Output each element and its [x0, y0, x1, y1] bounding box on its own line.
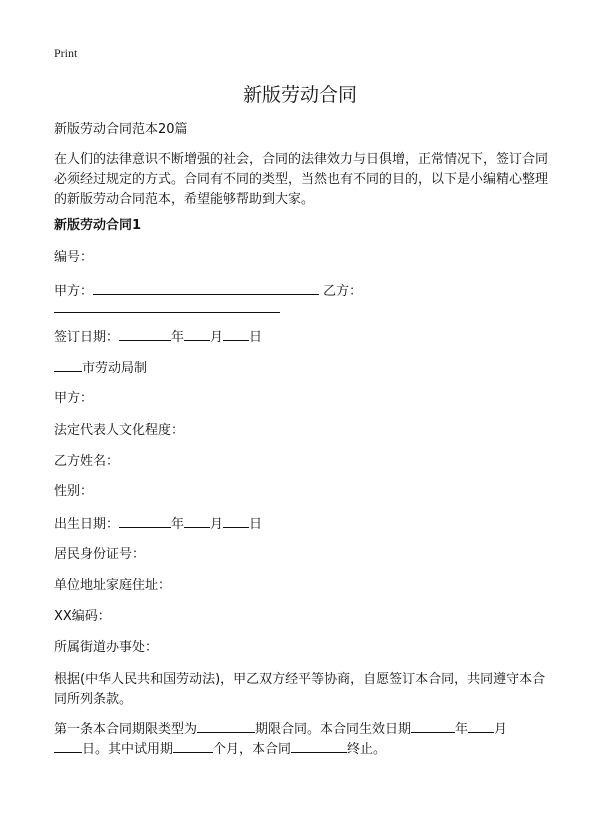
article1-line1 — [54, 718, 507, 740]
birth-year-blank — [119, 513, 171, 528]
birth-month-blank — [184, 513, 210, 528]
street-office-label: 所属街道办事处： — [54, 640, 159, 655]
document-title: 新版劳动合同 — [242, 84, 357, 106]
basis-paragraph: 根据(中华人民共和国劳动法)，甲乙双方经平等协商，自愿签订本合同，共同遵守本合同所列条款。 — [54, 672, 546, 707]
party-a-label: 甲方： — [54, 284, 94, 299]
sign-month-blank — [184, 326, 210, 341]
birth-date-label: 出生日期： — [54, 517, 120, 532]
end-date-blank — [291, 738, 347, 753]
party-b-blank — [54, 312, 280, 313]
legal-rep-label: 法定代表人文化程度： — [54, 423, 185, 438]
id-number-label: 居民身份证号： — [54, 547, 146, 562]
sign-year-blank — [119, 326, 171, 341]
party-row — [54, 280, 362, 302]
article1-line2 — [54, 738, 386, 760]
article1-part2: 期限合同。本合同生效日期 — [255, 722, 412, 737]
birth-date-row — [54, 513, 262, 535]
party-a-blank — [93, 280, 319, 295]
sign-date-label: 签订日期： — [54, 330, 120, 345]
sign-year-label: 年 — [171, 330, 185, 345]
section-heading: 新版劳动合同1 — [54, 218, 142, 233]
sign-day-label: 日 — [249, 330, 263, 345]
article1-part1: 第一条本合同期限类型为 — [54, 722, 198, 737]
birth-year-label: 年 — [171, 517, 185, 532]
party-b-label: 乙方： — [323, 284, 363, 299]
print-link[interactable]: Print — [54, 46, 78, 60]
article1-part5: 终止。 — [347, 742, 387, 757]
postcode-label: XX编码： — [54, 609, 111, 624]
intro-paragraph: 在人们的法律意识不断增强的社会，合同的法律效力与日俱增，正常情况下，签订合同必须经过规定的方式。合同有不同的类型，当然也有不同的目的，以下是小编精心整理的新版劳动合同范本，希望能够帮助到大家。 — [54, 152, 549, 207]
address-label: 单位地址家庭住址： — [54, 578, 172, 593]
term-type-blank — [197, 718, 255, 733]
effective-day-blank — [54, 738, 82, 753]
city-blank — [54, 357, 82, 372]
party-a2-label: 甲方： — [54, 391, 94, 406]
effective-year-blank — [411, 718, 455, 733]
party-b-name-label: 乙方姓名： — [54, 454, 120, 469]
document-subtitle: 新版劳动合同范本20篇 — [54, 122, 188, 137]
article1-part3: 日。其中试用期 — [82, 742, 174, 757]
bureau-label: 市劳动局制 — [82, 361, 148, 376]
birth-month-label: 月 — [210, 517, 224, 532]
birth-day-blank — [223, 513, 249, 528]
gender-label: 性别： — [54, 484, 94, 499]
article1-part4: 个月，本合同 — [213, 742, 292, 757]
effective-month-blank — [468, 718, 494, 733]
birth-day-label: 日 — [249, 517, 263, 532]
number-field-label: 编号： — [54, 250, 94, 265]
probation-blank — [173, 738, 213, 753]
bureau-row — [54, 357, 147, 379]
article1-year: 年 — [455, 722, 469, 737]
article1-month: 月 — [494, 722, 508, 737]
sign-month-label: 月 — [210, 330, 224, 345]
sign-day-blank — [223, 326, 249, 341]
sign-date-row — [54, 326, 262, 348]
